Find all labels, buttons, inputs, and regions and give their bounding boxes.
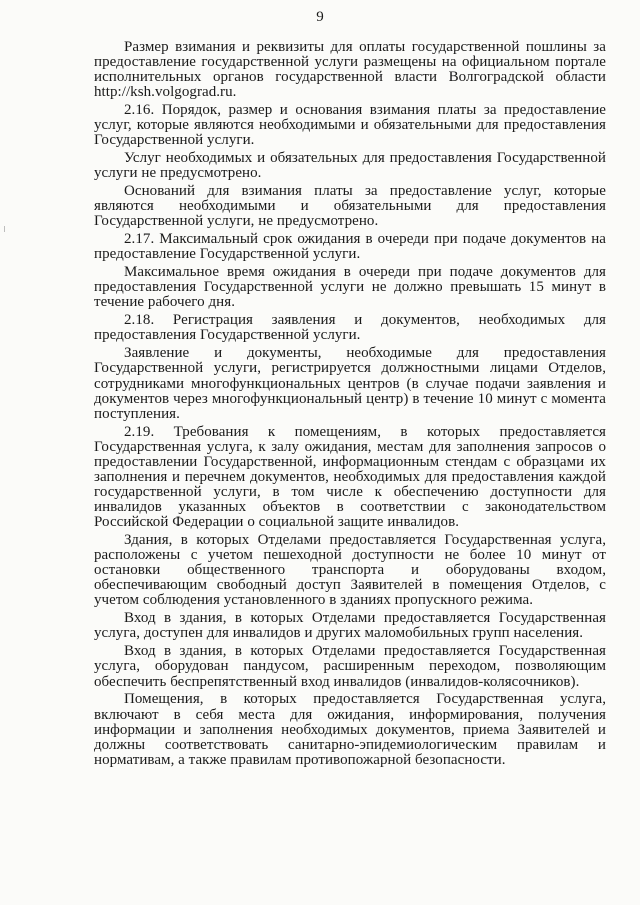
paragraph-max-wait-time: Максимальное время ожидания в очереди при подаче документов для предоставления Государственной услуги не должно превышать 15 минут в течение рабочего дня. (94, 264, 606, 311)
paragraph-fee-details: Размер взимания и реквизиты для оплаты государственной пошлины за предоставление государственной услуги размещены на официальном портале исполнительных органов государственной власти Волгоградской области http://ksh.volgograd.ru. (94, 39, 606, 101)
margin-mark (4, 226, 5, 232)
paragraph-no-required-services: Услуг необходимых и обязательных для предоставления Государственной услуги не предусмотрено. (94, 150, 606, 182)
paragraph-2-18-heading: 2.18. Регистрация заявления и документов, необходимых для предоставления Государственной услуги. (94, 312, 606, 344)
paragraph-no-fee-grounds: Оснований для взимания платы за предоставление услуг, которые являются необходимыми и обязательными для предоставления Государственной услуги, не предусмотрено. (94, 183, 606, 230)
document-body (94, 40, 606, 771)
paragraph-2-19-heading: 2.19. Требования к помещениям, в которых предоставляется Государственная услуга, к залу ожидания, местам для заполнения запросов о предоставлении Государственной, информационным стендам с образцами их заполнения и перечнем документов, необходимых для предоставления каждой государственной услуги, в том числе к обеспечению доступности для инвалидов указанных объектов в соответствии с законодательством Российской Федерации о социальной защите инвалидов. (94, 423, 606, 531)
paragraph-premises-requirements: Помещения, в которых предоставляется Государственная услуга, включают в себя места для ожидания, информирования, получения информации и заполнения необходимых документов, приема Заявителей и должны соответствовать санитарно-эпидемиологическим правилам и нормативам, а также правилам противопожарной безопасности. (94, 691, 606, 768)
paragraph-entrance-ramp: Вход в здания, в которых Отделами предоставляется Государственная услуга, оборудован пандусом, расширенным переходом, позволяющим обеспечить беспрепятственный вход инвалидов (инвалидов-колясочников). (94, 643, 606, 690)
paragraph-registration: Заявление и документы, необходимые для предоставления Государственной услуги, регистрируется должностными лицами Отделов, сотрудниками многофункциональных центров (в случае подачи заявления и документов через многофункциональный центр) в течение 10 минут с момента поступления. (94, 345, 606, 422)
page-number: 9 (316, 9, 324, 25)
paragraph-entrance-accessible: Вход в здания, в которых Отделами предоставляется Государственная услуга, доступен для инвалидов и других маломобильных групп населения. (94, 610, 606, 642)
paragraph-2-16-heading: 2.16. Порядок, размер и основания взимания платы за предоставление услуг, которые являются необходимыми и обязательными для предоставления Государственной услуги. (94, 102, 606, 149)
paragraph-2-17-heading: 2.17. Максимальный срок ожидания в очереди при подаче документов на предоставление Государственной услуги. (94, 231, 606, 263)
paragraph-building-location: Здания, в которых Отделами предоставляется Государственная услуга, расположены с учетом пешеходной доступности не более 10 минут от остановки общественного транспорта и оборудованы входом, обеспечивающим свободный доступ Заявителей в помещения Отделов, с учетом соблюдения установленного в зданиях пропускного режима. (94, 532, 606, 609)
